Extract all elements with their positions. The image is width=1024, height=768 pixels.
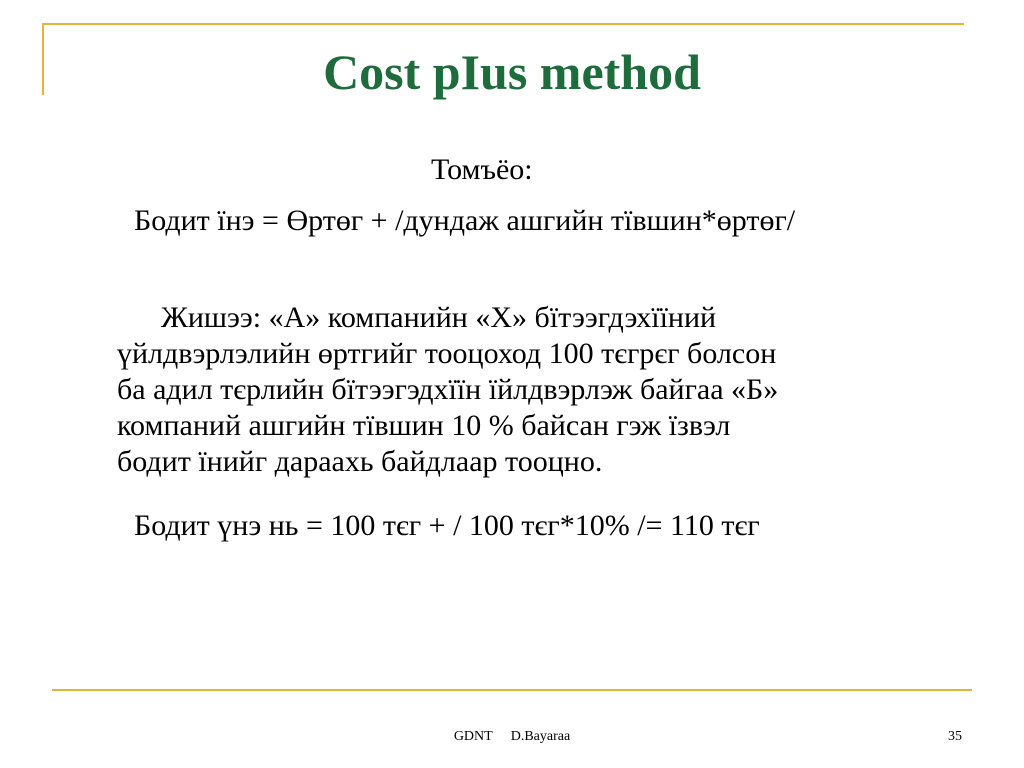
frame-top-rule bbox=[42, 23, 964, 25]
footer-author: D.Bayaraa bbox=[510, 729, 571, 744]
example-line: үйлдвэрлэлийн өртгийг тооцоход 100 тєгрєг болсон bbox=[117, 337, 777, 370]
footer-org: GDNT bbox=[453, 729, 493, 744]
footer-rule bbox=[52, 689, 972, 691]
example-line: Жишээ: «А» компанийн «Х» бїтээгдэхїїний bbox=[161, 301, 717, 334]
result-text: Бодит үнэ нь = 100 тєг + / 100 тєг*10% /= 110 тєг bbox=[134, 509, 760, 542]
example-line: ба адил тєрлийн бїтээгэдхїїн їйлдвэрлэж байгаа «Б» bbox=[117, 373, 779, 406]
example-line: бодит їнийг дараахь байдлаар тооцно. bbox=[117, 445, 603, 478]
footer-credit bbox=[0, 728, 1024, 746]
example-paragraph bbox=[117, 300, 977, 480]
page-number: 35 bbox=[948, 729, 962, 744]
example-line: компаний ашгийн тївшин 10 % байсан гэж їзвэл bbox=[117, 409, 731, 442]
slide-title: Cost pIus method bbox=[323, 44, 701, 100]
formula-label: Томъёо: bbox=[431, 153, 533, 186]
formula-text: Бодит їнэ = Өртөг + /дундаж ашгийн тївшин*өртөг/ bbox=[134, 204, 796, 237]
